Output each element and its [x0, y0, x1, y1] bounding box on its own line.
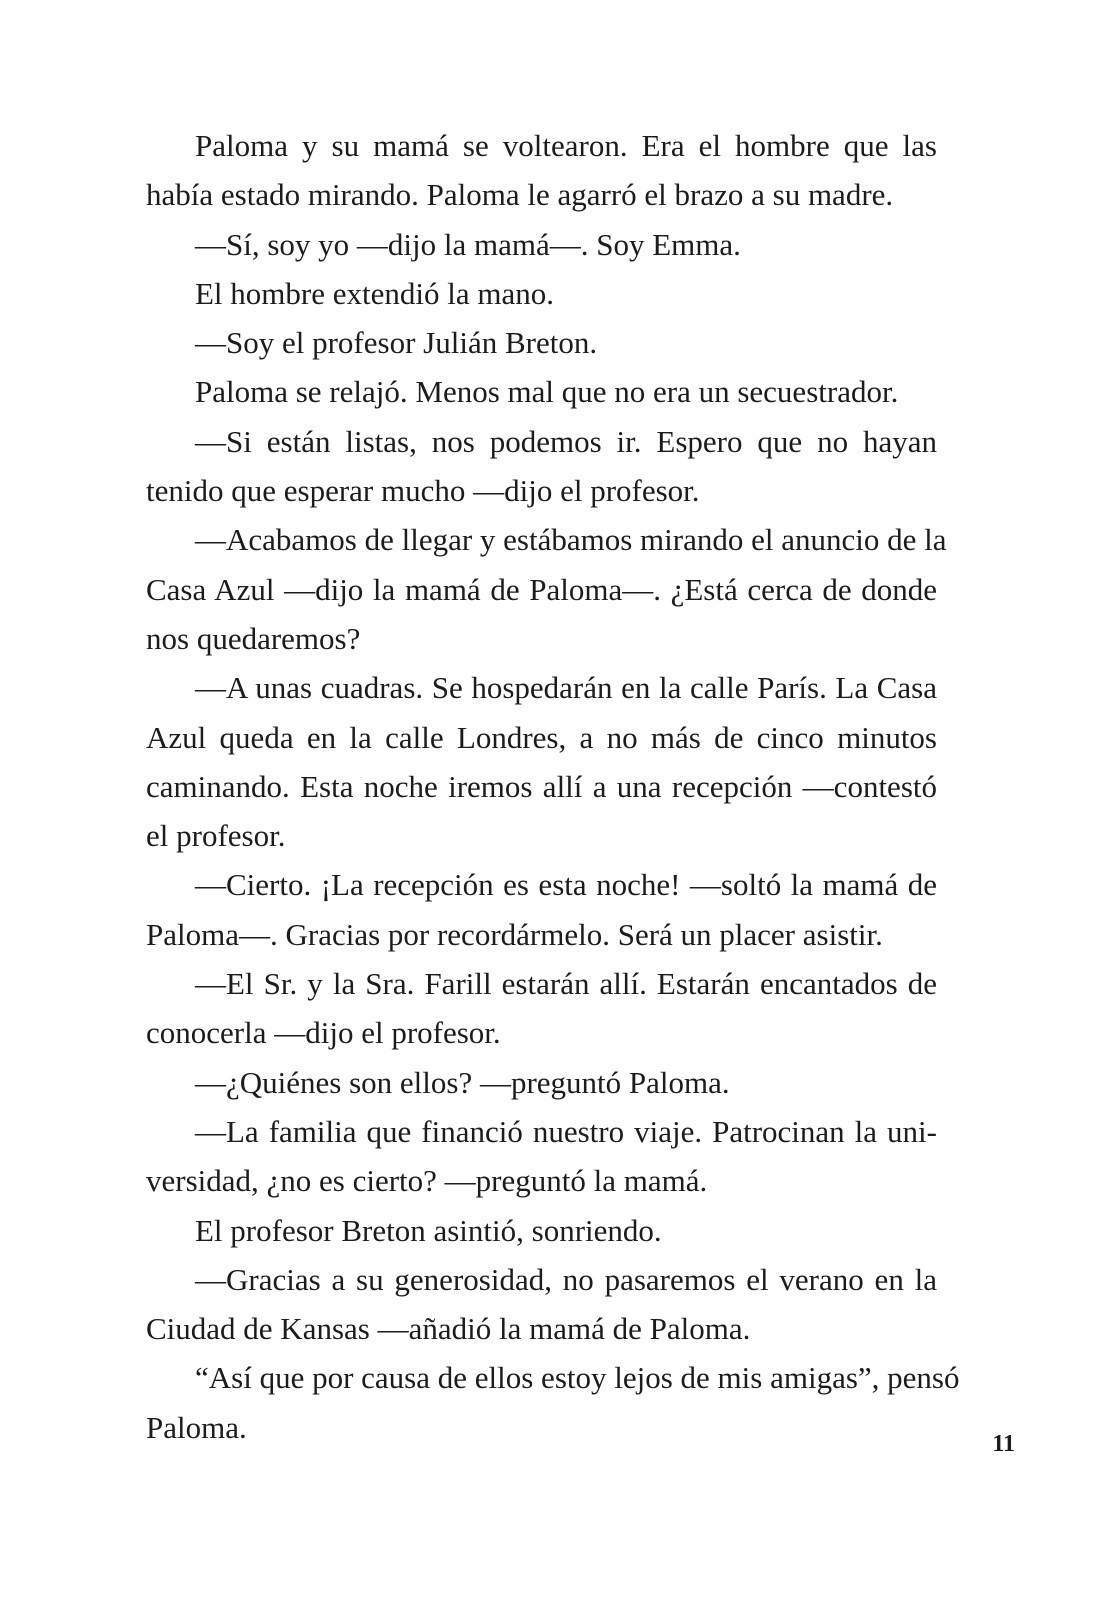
text-line: “Así que por causa de ellos estoy lejos de mis amigas”, pensó	[195, 1360, 960, 1396]
text-line: —Si están listas, nos podemos ir. Espero que no hayan	[195, 423, 937, 459]
text-line: Paloma.	[146, 1409, 247, 1445]
text-line: Casa Azul —dijo la mamá de Paloma—. ¿Está cerca de donde	[146, 571, 937, 607]
text-line: tenido que esperar mucho —dijo el profesor.	[146, 473, 700, 509]
text-line: El profesor Breton asintió, sonriendo.	[195, 1212, 662, 1248]
text-line: —Gracias a su generosidad, no pasaremos el verano en la	[195, 1261, 937, 1297]
text-line: —Soy el profesor Julián Breton.	[195, 325, 598, 361]
text-line: —La familia que financió nuestro viaje. Patrocinan la uni-	[195, 1113, 937, 1149]
text-line: el profesor.	[146, 818, 286, 854]
text-line: había estado mirando. Paloma le agarró el brazo a su madre.	[146, 177, 894, 213]
text-line: Azul queda en la calle Londres, a no más de cinco minutos	[146, 719, 937, 755]
text-line: —A unas cuadras. Se hospedarán en la calle París. La Casa	[195, 670, 937, 706]
text-line: Paloma se relajó. Menos mal que no era un secuestrador.	[195, 374, 899, 410]
text-line: Paloma y su mamá se voltearon. Era el hombre que las	[195, 128, 937, 163]
text-line: Ciudad de Kansas —añadió la mamá de Paloma.	[146, 1311, 751, 1347]
text-line: conocerla —dijo el profesor.	[146, 1015, 501, 1051]
text-line: —Sí, soy yo —dijo la mamá—. Soy Emma.	[195, 226, 741, 262]
text-line: —¿Quiénes son ellos? —preguntó Paloma.	[195, 1064, 730, 1100]
text-line: —El Sr. y la Sra. Farill estarán allí. Estarán encantados de	[195, 966, 937, 1002]
text-line: El hombre extendió la mano.	[195, 275, 554, 311]
page-number: 11	[992, 1431, 1015, 1457]
body-text	[146, 121, 960, 1452]
text-line: —Cierto. ¡La recepción es esta noche! —soltó la mamá de	[195, 867, 937, 903]
text-line: versidad, ¿no es cierto? —preguntó la mamá.	[146, 1163, 708, 1199]
text-line: Paloma—. Gracias por recordármelo. Será un placer asistir.	[146, 916, 883, 952]
text-line: caminando. Esta noche iremos allí a una recepción —contestó	[146, 768, 937, 804]
text-line: nos quedaremos?	[146, 620, 361, 656]
text-line: —Acabamos de llegar y estábamos mirando el anuncio de la	[195, 522, 947, 558]
